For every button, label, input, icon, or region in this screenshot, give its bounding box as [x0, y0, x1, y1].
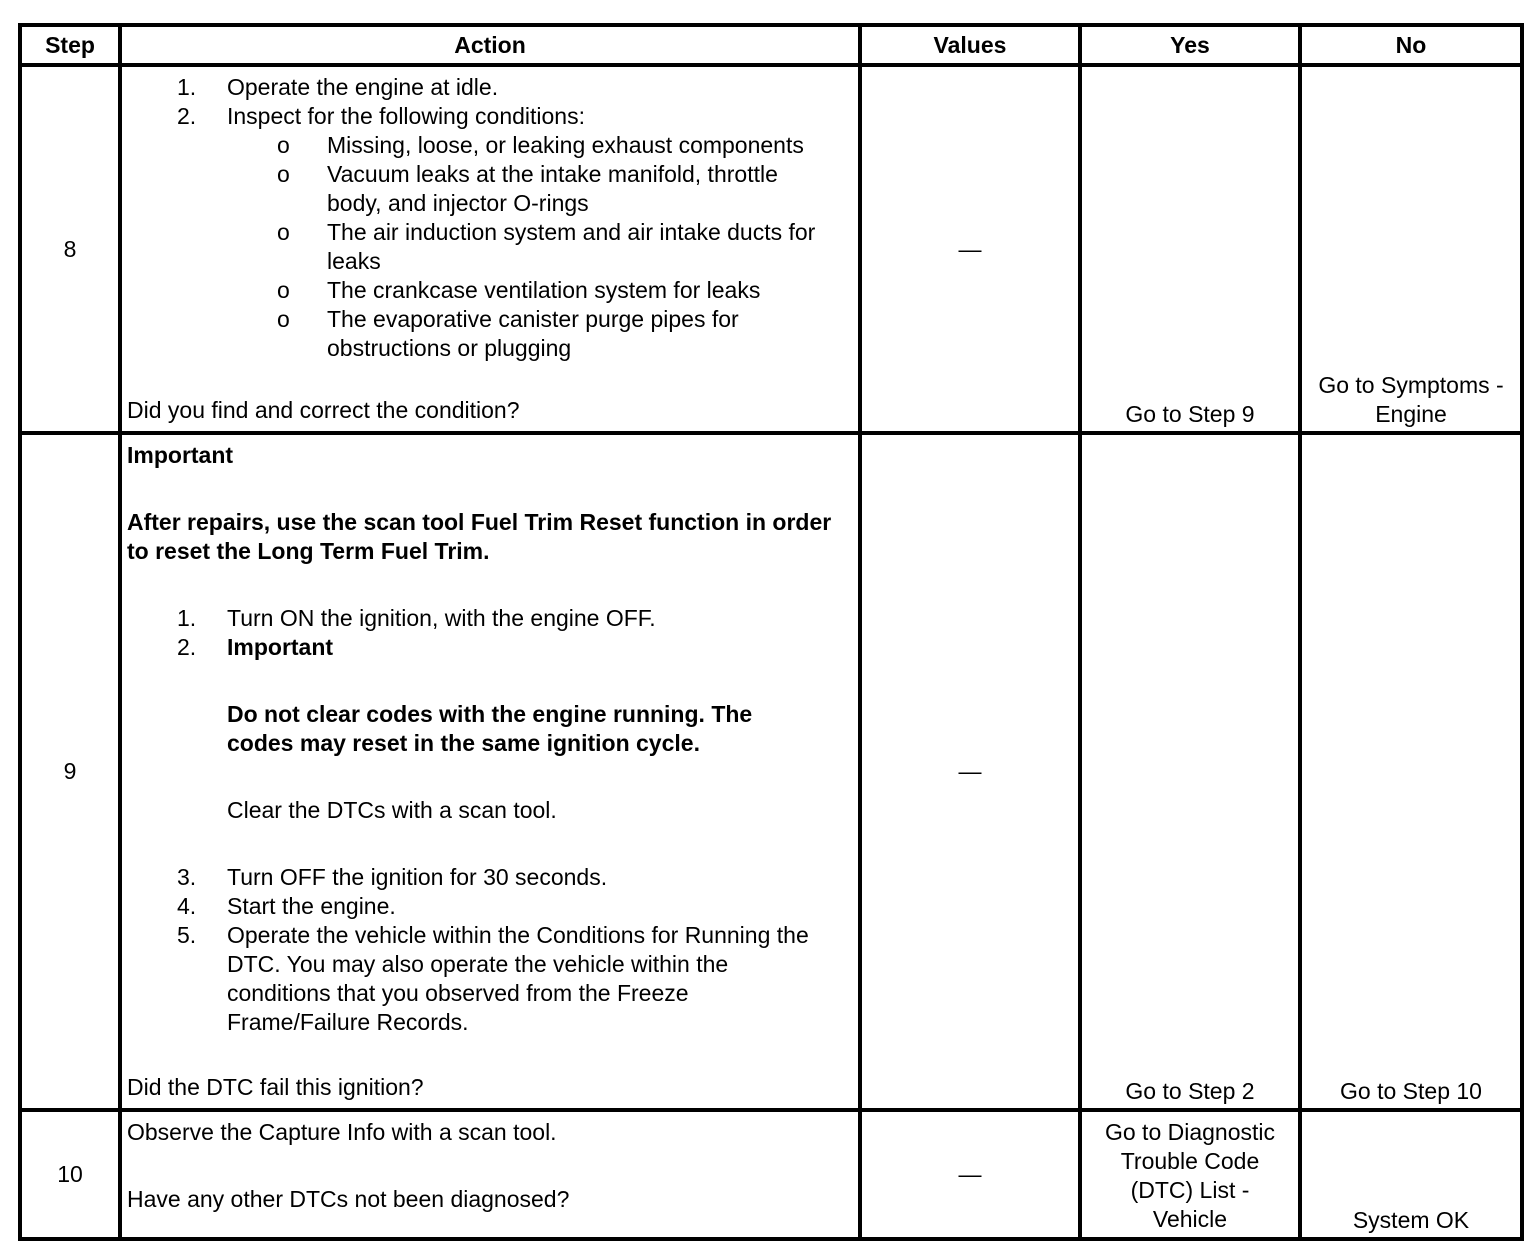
list-number: 3. [177, 864, 197, 890]
question-text: Did the DTC fail this ignition? [127, 1074, 424, 1100]
step-important-label: Important [227, 634, 334, 660]
bullet-marker: o [277, 161, 290, 187]
bullet-item: The crankcase ventilation system for leaks [327, 277, 761, 303]
header-row [20, 25, 1522, 65]
list-number: 2. [177, 103, 197, 129]
no-text: Go to Step 10 [1340, 1078, 1482, 1104]
yes-text: Go to Step 2 [1125, 1078, 1255, 1104]
list-number: 4. [177, 893, 197, 919]
list-item: Operate the engine at idle. [227, 74, 499, 100]
yes-cell [1080, 65, 1300, 433]
list-item: Clear the DTCs with a scan tool. [227, 797, 557, 823]
header-no: No [1300, 25, 1522, 65]
action-cell [120, 65, 860, 433]
yes-cell [1080, 433, 1300, 1110]
bullet-marker: o [277, 132, 290, 158]
bullet-marker: o [277, 277, 290, 303]
important-label: Important [127, 442, 234, 468]
list-number: 1. [177, 74, 197, 100]
no-cell [1300, 433, 1522, 1110]
action-cell [120, 1110, 860, 1239]
header-values: Values [860, 25, 1080, 65]
bullet-item: Vacuum leaks at the intake manifold, throttle body, and injector O-rings [327, 161, 778, 216]
no-text: System OK [1352, 1207, 1470, 1233]
list-number: 5. [177, 922, 197, 948]
important-note: After repairs, use the scan tool Fuel Trim Reset function in order to reset the Long Term Fuel Trim. [127, 509, 832, 564]
list-item: Operate the vehicle within the Conditions for Running the DTC. You may also operate the vehicle within the conditions that you observed from the Freeze Frame/Failure Records. [227, 922, 809, 1035]
table-row [20, 65, 1522, 433]
no-text: Go to Symptoms - Engine [1318, 372, 1504, 427]
list-item: Turn ON the ignition, with the engine OFF. [227, 605, 656, 631]
value-cell: — [860, 433, 1080, 1110]
table-row [20, 433, 1522, 1110]
list-item: Turn OFF the ignition for 30 seconds. [227, 864, 608, 890]
no-cell [1300, 65, 1522, 433]
question-text: Have any other DTCs not been diagnosed? [127, 1186, 570, 1212]
no-cell [1300, 1110, 1522, 1239]
header-step: Step [20, 25, 120, 65]
value-cell: — [860, 1110, 1080, 1239]
step-number: 10 [20, 1110, 120, 1239]
diagnostic-table [18, 23, 1524, 1241]
yes-text: Go to Diagnostic Trouble Code (DTC) List - Vehicle [1104, 1119, 1276, 1232]
table-row [20, 1110, 1522, 1239]
header-yes: Yes [1080, 25, 1300, 65]
action-line: Observe the Capture Info with a scan tool. [127, 1119, 557, 1145]
bullet-marker: o [277, 306, 290, 332]
step-number: 8 [20, 65, 120, 433]
bullet-marker: o [277, 219, 290, 245]
list-number: 2. [177, 634, 197, 660]
yes-text: Go to Step 9 [1125, 401, 1255, 427]
list-item: Start the engine. [227, 893, 396, 919]
bullet-item: Missing, loose, or leaking exhaust components [327, 132, 804, 158]
bullet-item: The air induction system and air intake ducts for leaks [327, 219, 816, 274]
value-cell: — [860, 65, 1080, 433]
step-important-note: Do not clear codes with the engine running. The codes may reset in the same ignition cycle. [227, 701, 753, 756]
question-text: Did you find and correct the condition? [127, 397, 520, 423]
bullet-item: The evaporative canister purge pipes for obstructions or plugging [327, 306, 739, 361]
yes-cell [1080, 1110, 1300, 1239]
step-number: 9 [20, 433, 120, 1110]
list-item: Inspect for the following conditions: [227, 103, 585, 129]
action-cell [120, 433, 860, 1110]
header-action: Action [120, 25, 860, 65]
list-number: 1. [177, 605, 197, 631]
